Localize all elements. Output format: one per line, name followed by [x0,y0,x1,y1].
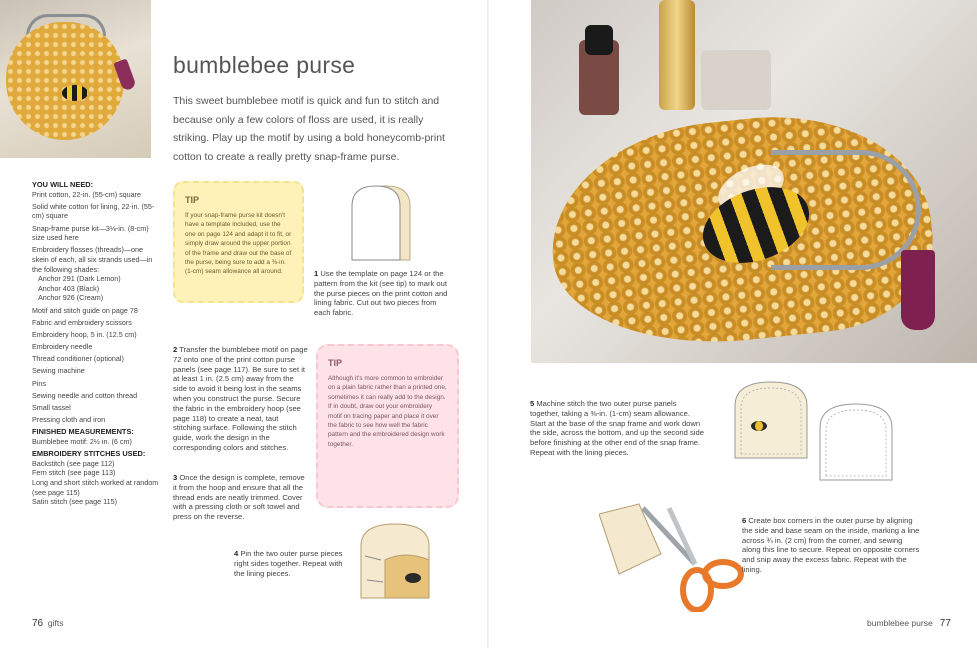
step-number: 5 [530,399,535,408]
stitched-purse-illustration [729,378,814,460]
step-text: Transfer the bumblebee motif on page 72 onto one of the print cotton purse panels (see page 117). Be sure to set it at least 1 in. (2.5 cm) away from the side to avoid it being lost in the seams when you construct the purse. Secure the fabric in the embroidery hoop (see page 118) to create a neat, taut stitching surface. Following the stitch guide, work the design in the corresponding colors and stitches. [173,345,308,452]
step-5 [530,399,705,458]
list-item: Small tassel [32,403,71,412]
materials-list [32,178,160,507]
step-text: Machine stitch the two outer purse panels together, taking a ⅜-in. (1-cm) seam allowance. Start at the base of the snap frame and work down the side, across the bottom, and up the second side before finishing at the other end of the snap frame. Repeat with the lining pieces. [530,399,704,457]
step-3 [173,473,308,522]
step-number: 4 [234,549,239,558]
list-item: Satin stitch (see page 115) [32,497,117,507]
you-will-need-heading: YOU WILL NEED: [32,180,94,189]
finished-heading: FINISHED MEASUREMENTS: [32,427,134,437]
left-page [0,0,488,648]
list-item: Pressing cloth and iron [32,415,106,425]
list-item: Anchor 291 (Dark Lemon) [38,274,121,284]
page-number: 76 [32,618,44,629]
list-item: Solid white cotton for lining, 22-in. (55-cm) square [32,201,155,221]
list-item: Fern stitch (see page 113) [32,468,116,478]
lining-purse-illustration [814,400,899,482]
scissors-icon [599,494,749,612]
footer [32,618,63,629]
lipstick-tube [659,0,695,110]
footer [867,618,951,629]
nail-polish-cap [585,25,613,55]
honeycomb-purse-illustration [6,22,124,140]
step-number: 1 [314,269,319,278]
stitches-heading: EMBROIDERY STITCHES USED: [32,449,146,459]
right-page [489,0,977,648]
list-item: Embroidery flosses (threads)—one skein of each, all six strands used—in the following shades: [32,245,153,274]
list-item: Pins [32,378,46,388]
tip-heading: TIP [328,358,343,368]
list-item: Motif and stitch guide on page 78 [32,305,138,315]
tip-box-template [173,181,304,303]
list-item: Embroidery hoop, 5 in. (12.5 cm) [32,329,137,339]
step-4 [234,549,352,578]
step-text: Create box corners in the outer purse by aligning the side and base seam on the inside, marking a line across ¾ in. (2 cm) from the corner, and sewing along this line to secure. Repeat on opposite corners and snip away the excess fabric. Repeat with the lining. [742,516,920,574]
list-item: Snap-frame purse kit—3⅛-in. (8-cm) size used here [32,223,149,243]
bottle-body [701,50,771,110]
page-number: 77 [939,618,951,629]
step-number: 2 [173,345,178,354]
list-item: Sewing needle and cotton thread [32,390,138,400]
finished-purse-photo [531,0,977,363]
tip-heading: TIP [185,195,200,205]
intro-paragraph: This sweet bumblebee motif is quick and fun to stitch and because only a few colors of floss are used, it is really striking. Play up the motif by using a bold honeycomb-print cotton to create a really pretty snap-frame purse. [173,95,445,163]
list-item: Sewing machine [32,366,85,376]
section-label: gifts [47,618,64,628]
list-item: Embroidery needle [32,342,93,352]
list-item: Print cotton, 22-in. (55-cm) square [32,189,142,199]
step-text: Once the design is complete, remove it from the hoop and ensure that all the thread ends are neatly trimmed. Cover with a pressing cloth or soft towel and press on the reverse. [173,473,305,522]
list-item: Anchor 403 (Black) [38,283,100,293]
page-title: bumblebee purse [173,52,356,78]
purse-thumbnail-photo [0,0,151,158]
tip-text: Although it's more common to embroider on a plain fabric rather than a printed one, sometimes it can really add to the design. If in doubt, draw out your embroidery motif on tracing paper and place it over the fabric to see how well the fabric pattern and the embroidered design work together. [328,375,447,448]
pinned-pieces-illustration [355,520,439,600]
list-item: Fabric and embroidery scissors [32,317,132,327]
tassel-icon [901,250,935,330]
step-2 [173,345,308,453]
list-item: Thread conditioner (optional) [32,354,124,364]
tip-text: If your snap-frame purse kit doesn't have a template included, use the one on page 124 and adapt it to fit, or simply draw around the upper portion of the frame and draw out the base of the purse, being sure to add a ⅜-in. (1-cm) seam allowance all around. [185,212,292,276]
list-item: Anchor 926 (Cream) [38,293,104,303]
step-1 [314,269,452,318]
step-number: 6 [742,516,747,525]
list-item: Bumblebee motif: 2½ in. (6 cm) [32,436,132,446]
step-number: 3 [173,473,178,482]
section-label: bumblebee purse [867,618,933,628]
bee-motif-icon [62,85,88,101]
list-item: Long and short stitch worked at random (see page 115) [32,477,159,497]
tip-box-printed-fabric [316,344,459,508]
list-item: Backstitch (see page 112) [32,458,115,468]
step-text: Pin the two outer purse pieces right sides together. Repeat with the lining pieces. [234,549,343,578]
step-6 [742,516,920,575]
template-pieces-illustration [330,182,426,262]
step-text: Use the template on page 124 or the pattern from the kit (see tip) to mark out the purse pieces on the print cotton and lining fabric. Cut out two pieces from each fabric. [314,269,448,318]
